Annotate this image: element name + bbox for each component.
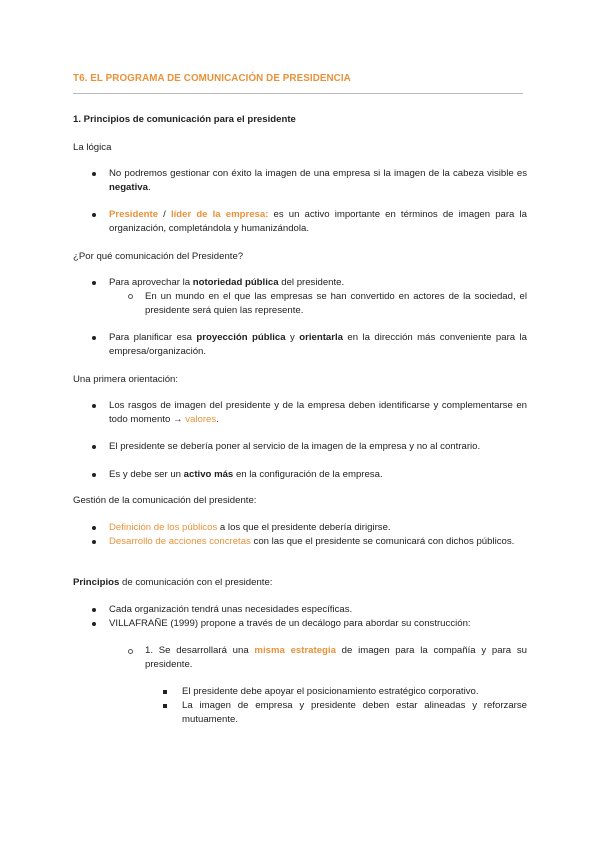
bullet-dot [92,336,96,340]
list-item: Es y debe ser un activo más en la configuración de la empresa. [109,469,383,480]
bullet-dot [92,473,96,477]
bullet-dot [92,172,96,176]
bullet-dot [92,404,96,408]
bullet-circle [128,649,133,654]
list-item: El presidente debe apoyar el posicionamiento estratégico corporativo. [182,686,479,697]
bullet-square [163,704,167,708]
logica-label: La lógica [73,142,112,153]
list-item: Los rasgos de imagen del presidente y de la empresa deben identificarse y complementarse en todo momento → valores. [109,400,527,425]
list-item: Presidente / líder de la empresa: es un activo importante en términos de imagen para la organización, completándola y humanizándola. [109,209,527,234]
list-item: Para planificar esa proyección pública y orientarla en la dirección más conveniente para la empresa/organización. [109,332,527,357]
list-item: Definición de los públicos a los que el presidente debería dirigirse. [109,522,391,533]
bullet-dot [92,540,96,544]
bullet-dot [92,608,96,612]
why-label: ¿Por qué comunicación del Presidente? [73,251,244,262]
list-item: Para aprovechar la notoriedad pública del presidente. [109,277,345,288]
list-item: El presidente se debería poner al servicio de la imagen de la empresa y no al contrario. [109,441,481,452]
bullet-dot [92,445,96,449]
bullet-dot [92,526,96,530]
principios-label: Principios de comunicación con el presidente: [73,577,273,588]
orientation-label: Una primera orientación: [73,374,179,385]
list-item: La imagen de empresa y presidente deben estar alineadas y reforzarse mutuamente. [182,700,527,725]
list-item: No podremos gestionar con éxito la imagen de una empresa si la imagen de la cabeza visible es negativa. [109,168,527,193]
bullet-dot [92,622,96,626]
document-title: T6. EL PROGRAMA DE COMUNICACIÓN DE PRESIDENCIA [73,73,351,84]
gestion-label: Gestión de la comunicación del presidente: [73,495,257,506]
bullet-dot [92,281,96,285]
bullet-circle [128,294,133,299]
list-item: Desarrollo de acciones concretas con las que el presidente se comunicará con dichos públicos. [109,536,515,547]
bullet-dot [92,213,96,217]
bullet-square [163,690,167,694]
list-item: 1. Se desarrollará una misma estrategia de imagen para la compañía y para su presidente. [145,645,527,670]
list-item: Cada organización tendrá unas necesidades específicas. [109,604,353,615]
list-item: En un mundo en el que las empresas se han convertido en actores de la sociedad, el presidente será quien las represente. [145,291,527,316]
title-divider [73,93,523,94]
section-heading: 1. Principios de comunicación para el presidente [73,114,296,125]
list-item: VILLAFRAÑE (1999) propone a través de un decálogo para abordar su construcción: [109,618,471,629]
